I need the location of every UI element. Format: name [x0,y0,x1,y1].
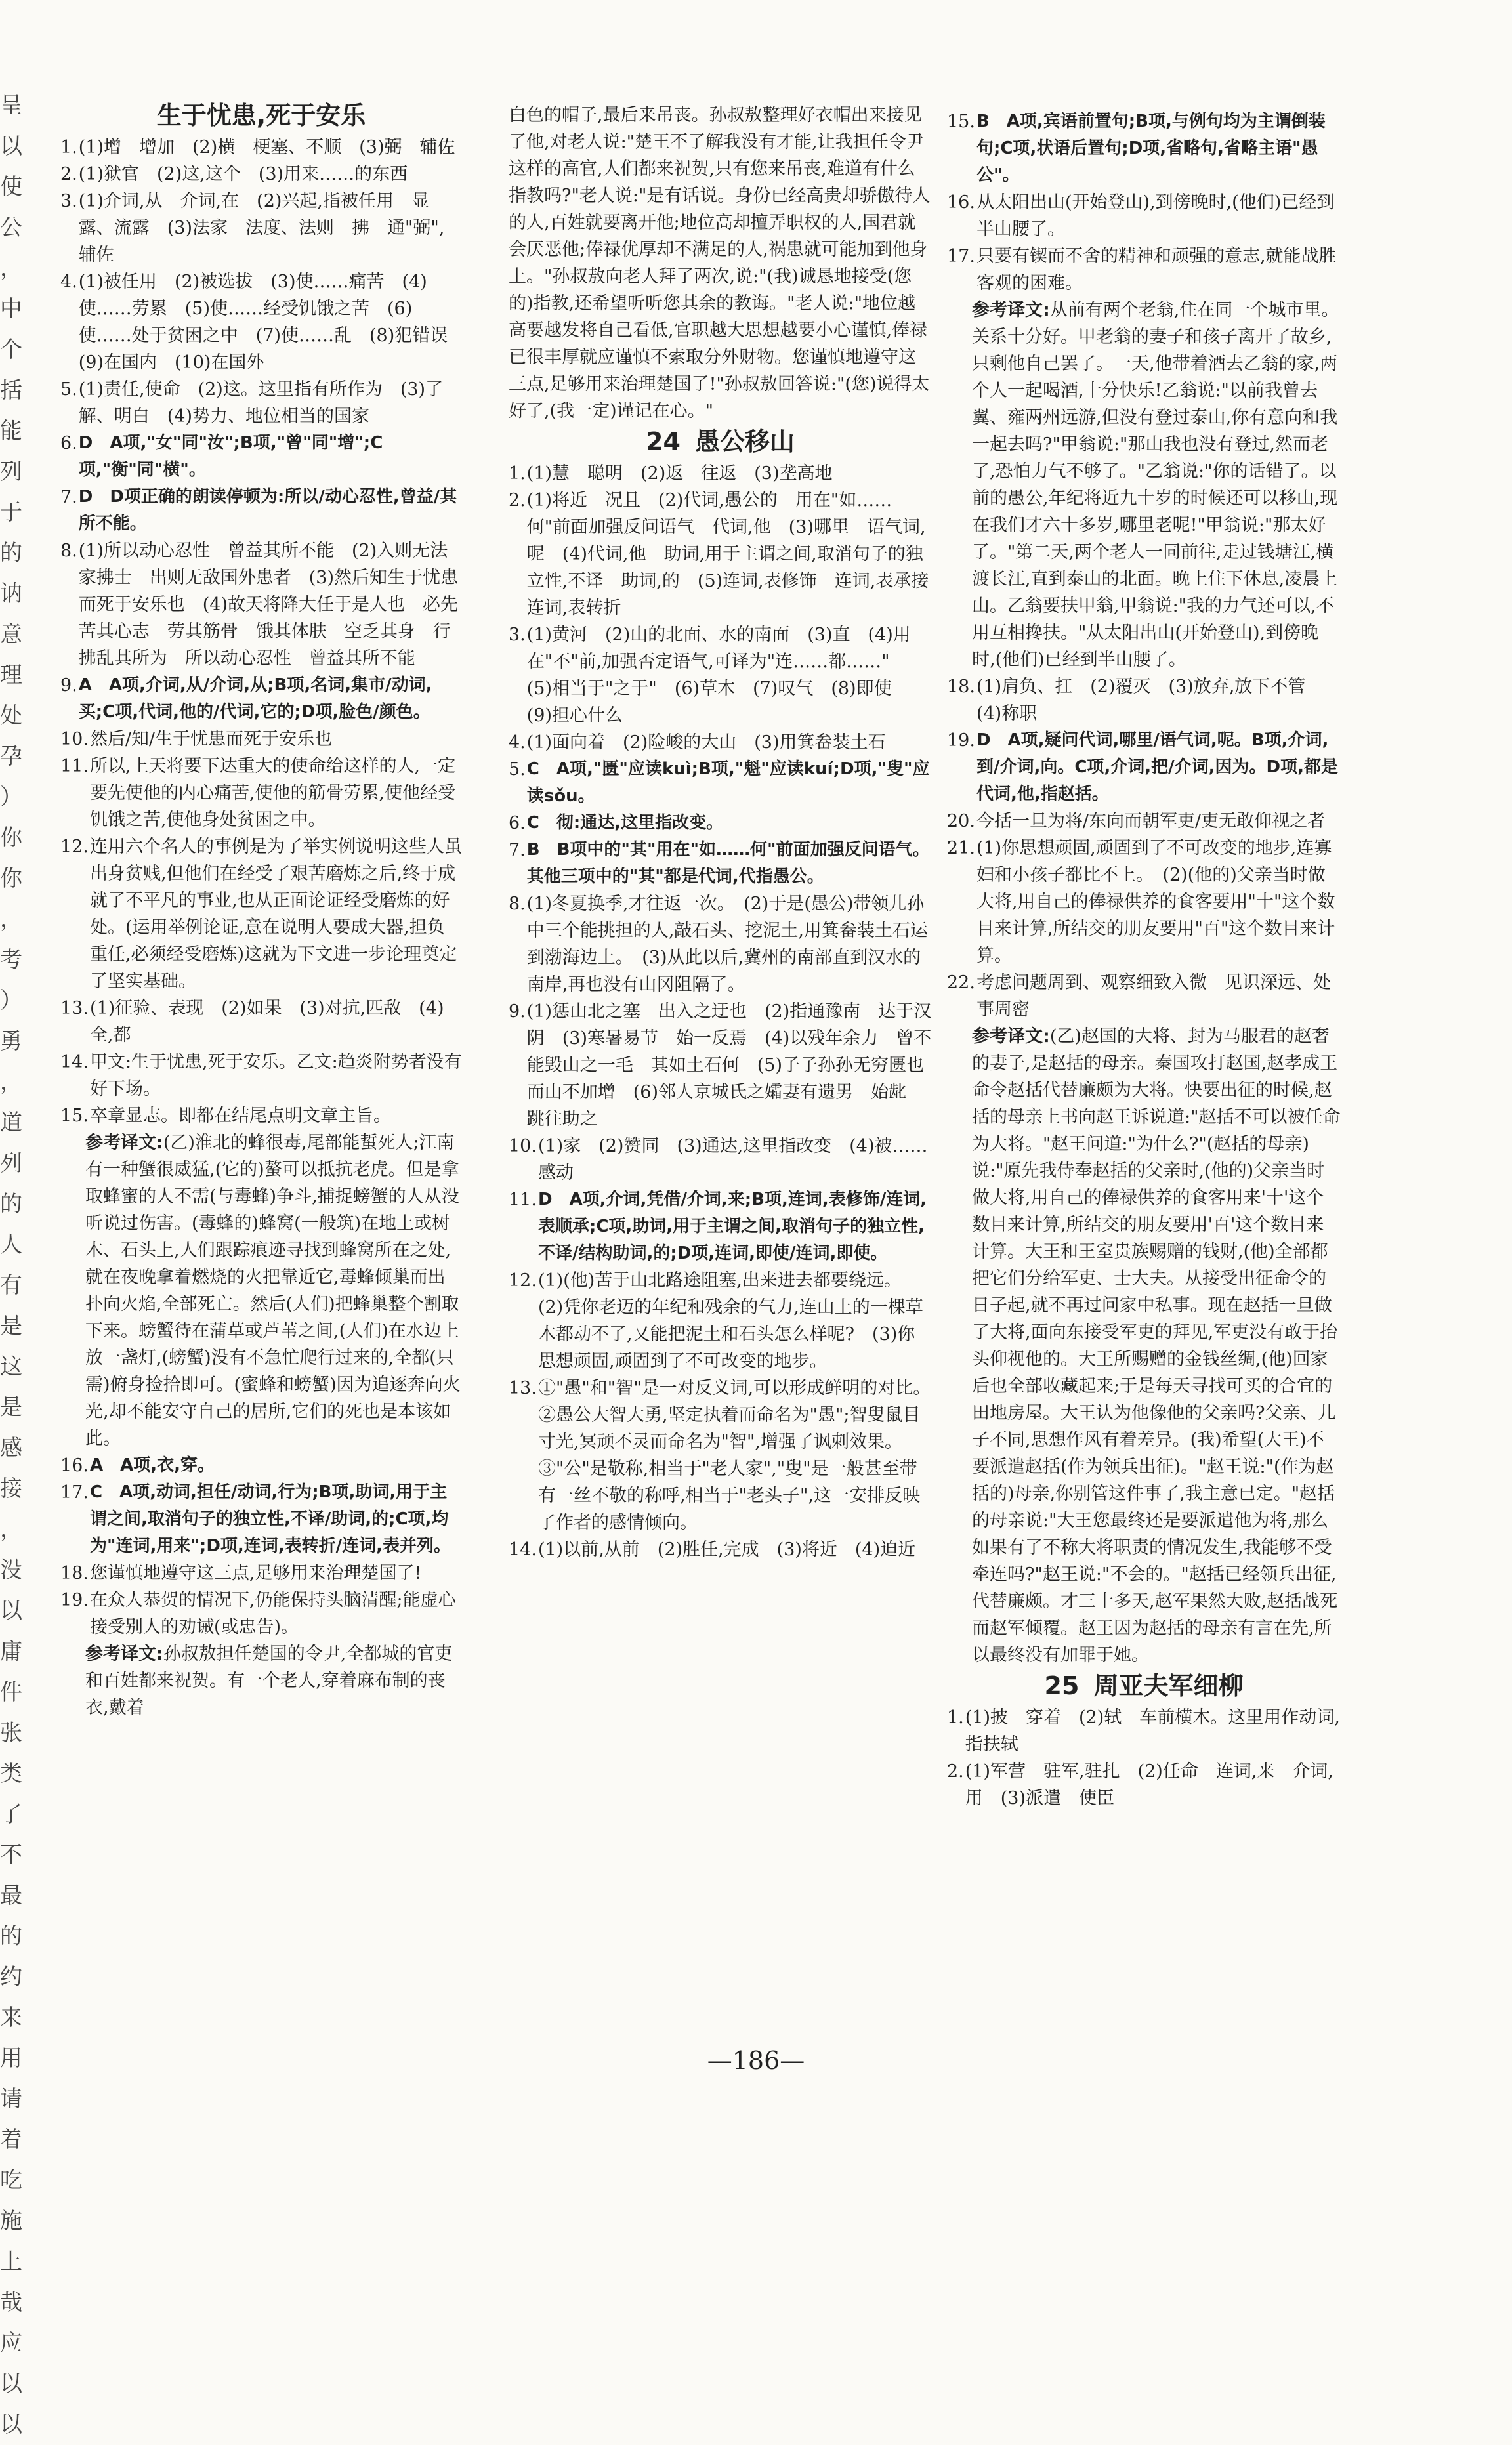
answer-item [60,268,466,376]
margin-fragment: 勇 [0,1028,22,1055]
answer-text: 甲文:生于忧患,死于安乐。乙文:趋炎附势者没有好下场。 [89,1052,462,1099]
margin-fragment: 考 [0,947,22,973]
answer-number: 17. [60,1482,89,1503]
answer-number: 19. [947,730,975,751]
margin-fragment: 了 [0,1801,22,1828]
margin-fragment: 孕 [0,743,22,770]
answer-item [509,1375,932,1536]
answer-text: D A项,疑问代词,哪里/语气词,呢。B项,介词,到/介词,向。C项,介词,把/介词,因为。D项,都是代词,他,指赵括。 [976,730,1338,804]
answer-text: 连用六个名人的事例是为了举实例说明这些人虽出身贫贱,但他们在经受了艰苦磨炼之后,终于成就了不平凡的事业,也从正面论证经受磨炼的好处。(运用举例论证,意在说明人要成大器,担负重任,必须经受磨炼)这就为下文进一步论理奠定了坚实基础。 [89,837,462,992]
answer-text: (1)责任,使命 (2)这。这里指有所作为 (3)了解、明白 (4)势力、地位相当的国家 [78,379,444,427]
margin-fragment: 类 [0,1761,22,1787]
answer-number: 13. [60,998,89,1018]
answer-item [947,727,1341,808]
margin-fragment: 来 [0,2005,22,2031]
answer-number: 1. [60,137,77,157]
translation-continuation: 白色的帽子,最后来吊丧。孙叔敖整理好衣帽出来接见了他,对老人说:"楚王不了解我没有才能,让我担任令尹这样的高官,人们都来祝贺,只有您来吊丧,难道有什么指教吗?"老人说:"是有话说。身份已经高贵却骄傲待人的人,百姓就要离开他;地位高却擅弄职权的人,国君就会厌恶他;俸禄优厚却不满足的人,祸患就可能加到他身上。"孙叔敖向老人拜了两次,说:"(我)诚恳地接受(您的)指教,还希望听听您其余的教诲。"老人说:"地位越高要越发将自己看低,官职越大思想越要小心谨慎,俸禄已很丰厚就应谨慎不索取分外财物。您谨慎地遵守这三点,足够用来治理楚国了!"孙叔敖回答说:"(您)说得太好了,(我一定)谨记在心。" [509,105,931,421]
answer-number: 15. [60,1106,89,1126]
margin-fragment: 庸 [0,1639,22,1665]
margin-fragment: 理 [0,662,22,688]
answer-text: 然后/知/生于忧患而死于安乐也 [89,729,333,749]
answer-text: 考虑问题周到、观察细致入微 见识深远、处事周密 [976,972,1331,1020]
answer-item [947,1704,1341,1758]
page-number: —186— [707,2046,805,2075]
answer-number: 2. [509,490,526,511]
answer-item [509,1133,932,1186]
answer-text: (1)将近 况且 (2)代词,愚公的 用在"如……何"前面加强反问语气 代词,他 (3)哪里 语气词,呢 (4)代词,他 助词,用于主谓之间,取消句子的独立性,不译 助词,的 (5)连词,表修饰 连词,表承接 连词,表转折 [526,490,947,618]
answer-text: B A项,宾语前置句;B项,与例句均为主谓倒装句;C项,状语后置句;D项,省略句,省略主语"愚公"。 [976,112,1326,185]
answer-item [60,161,462,188]
answer-text: (1)增 增加 (2)横 梗塞、不顺 (3)弼 辅佐 [78,137,455,157]
answer-item [947,108,1341,189]
answer-number: 6. [509,813,526,833]
answer-item [60,1479,462,1560]
answer-number: 8. [60,541,77,561]
answer-text: A A项,介词,从/介词,从;B项,名词,集市/动词,买;C项,代词,他的/代词,它的;D项,脸色/颜色。 [78,675,432,722]
answer-item [509,1186,932,1267]
answer-item [60,1452,462,1479]
answer-number: 7. [509,840,526,860]
answer-text: 所以,上天将要下达重大的使命给这样的人,一定要先使他的内心痛苦,使他的筋骨劳累,使他经受饥饿之苦,使他身处贫困之中。 [89,756,456,830]
answer-number: 20. [947,811,975,831]
margin-fragment: 道 [0,1110,22,1136]
margin-fragment: 你 [0,825,22,851]
translation-text: (乙)淮北的蜂很毒,尾部能蜇死人;江南有一种蟹很威猛,(它的)螯可以抵抗老虎。但是拿取蜂蜜的人不需(与毒蜂)争斗,捕捉螃蟹的人从没听说过伤害。(毒蜂的)蜂窝(一般筑)在地上或树木、石头上,人们跟踪痕迹寻找到蜂窝所在之处,就在夜晚拿着燃烧的火把靠近它,毒蜂倾巢而出扑向火焰,全部死亡。然后(人们)把蜂巢整个割取下来。螃蟹待在蒲草或芦苇之间,(人们)在水边上放一盏灯,(螃蟹)没有不急忙爬行过来的,全都(只需)俯身捡拾即可。(蜜蜂和螃蟹)因为追逐奔向火光,却不能安守自己的居所,它们的死也是本该如此。 [85,1133,461,1449]
answer-text: (1)你思想顽固,顽固到了不可改变的地步,连寡妇和小孩子都比不上。 (2)(他的)父亲当时做大将,用自己的俸禄供养的食客要用"十"这个数目来计算,所结交的朋友要用"百"这个数目来计算。 [976,838,1335,966]
answer-item [60,134,462,161]
answer-text: (1)肩负、扛 (2)覆灭 (3)放弃,放下不管 (4)称职 [976,677,1324,724]
answer-item [60,726,462,753]
margin-fragment: 处 [0,703,22,729]
answer-item [60,1560,462,1587]
answer-item [947,673,1341,727]
margin-fragment: 能 [0,418,22,444]
margin-fragment: 有 [0,1272,22,1299]
column-3 [947,108,1341,2031]
answer-number: 5. [509,759,526,780]
answer-item [60,995,462,1049]
answer-number: 2. [60,164,77,184]
column-1 [60,98,466,2021]
margin-fragment: 最 [0,1883,22,1909]
answer-number: 11. [509,1190,537,1210]
answer-number: 16. [60,1455,89,1476]
answer-text: (1)慧 聪明 (2)返 往返 (3)垄高地 [526,463,833,484]
answer-number: 3. [509,625,526,645]
answer-text: (1)征验、表现 (2)如果 (3)对抗,匹敌 (4)全,都 [89,998,444,1045]
answer-number: 13. [509,1378,537,1398]
answer-item [947,835,1341,969]
answer-number: 15. [947,112,975,132]
margin-fragment: 列 [0,459,22,485]
lesson-number: 24 [646,427,681,456]
margin-fragment: 是 [0,1313,22,1339]
margin-fragment: 的 [0,1923,22,1950]
margin-fragment: 以 [0,2371,22,2397]
margin-fragment: 呈 [0,93,22,119]
column-2 [509,102,947,2024]
answer-item [947,808,1341,835]
answer-item [509,837,932,890]
answer-text: C A项,"匮"应读kuì;B项,"魁"应读kuí;D项,"叟"应读sǒu。 [526,759,930,806]
margin-fragment: 中 [0,296,22,322]
translation-text: 孙叔敖担任楚国的令尹,全都城的官吏和百姓都来祝贺。有一个老人,穿着麻布制的丧衣,戴着 [85,1644,453,1718]
margin-fragment: 哉 [0,2289,22,2316]
reference-translation [60,1640,462,1721]
margin-fragment: 以 [0,2412,22,2438]
section-title-text: 愚公移山 [694,427,795,456]
answer-number: 9. [509,1001,526,1022]
section-title-zhouyafu [947,1669,1341,1703]
margin-fragment: 请 [0,2086,22,2112]
answer-text: (1)所以动心忍性 曾益其所不能 (2)入则无法家拂士 出则无敌国外患者 (3)然后知生于忧患而死于安乐也 (4)故天将降大任于是人也 必先苦其心志 劳其筋骨 饿其体肤 空乏其身 行拂乱其所为 所以动心忍性 曾益其所不能 [78,541,459,669]
answer-number: 10. [509,1136,537,1156]
margin-fragment: ） [0,784,22,810]
answer-item [509,890,932,998]
answer-text: (1)披 穿着 (2)轼 车前横木。这里用作动词,指扶轼 [965,1707,1340,1755]
answer-text: C 彻:通达,这里指改变。 [526,813,724,833]
margin-fragment: 人 [0,1232,22,1258]
answer-number: 4. [60,272,77,292]
left-margin-fragments [0,85,26,2438]
answer-text: (1)以前,从前 (2)胜任,完成 (3)将近 (4)迫近 [537,1539,916,1560]
answer-item [947,243,1341,297]
answer-text: ①"愚"和"智"是一对反义词,可以形成鲜明的对比。②愚公大智大勇,坚定执着而命名为"愚";智叟鼠目寸光,冥顽不灵而命名为"智",增强了讽刺效果。③"公"是敬称,相当于"老人家","叟"是一般甚至带有一丝不敬的称呼,相当于"老头子",这一安排反映了作者的感情倾向。 [537,1378,931,1533]
answer-text: A A项,衣,穿。 [89,1455,215,1475]
answer-number: 11. [60,756,89,776]
answer-text: (1)惩山北之塞 出入之迂也 (2)指通豫南 达于汉阴 (3)寒暑易节 始一反焉 (4)以残年余力 曾不能毁山之一毛 其如土石何 (5)子子孙孙无穷匮也 而山不加增 (6)邻人京城氏之孀妻有遗男 始龀 跳往助之 [526,1001,942,1129]
margin-fragment: 施 [0,2208,22,2234]
margin-fragment: 着 [0,2127,22,2153]
answer-item [509,756,932,810]
translation-label: 参考译文: [85,1133,163,1153]
margin-fragment: 的 [0,1191,22,1217]
margin-fragment: ， [0,1516,22,1543]
margin-fragment: 意 [0,621,22,648]
answer-item [60,188,462,268]
section-title-text: 周亚夫军细柳 [1093,1671,1244,1700]
margin-fragment: 列 [0,1150,22,1177]
answer-text: 您谨慎地遵守这三点,足够用来治理楚国了! [89,1563,422,1583]
answer-text: B B项中的"其"用在"如……何"前面加强反问语气。其他三项中的"其"都是代词,代指愚公。 [526,840,930,887]
answer-item [509,729,932,756]
answer-number: 1. [947,1707,964,1728]
margin-fragment: 没 [0,1557,22,1583]
margin-fragment: 个 [0,337,22,363]
answer-text: 今括一旦为将/东向而朝军吏/吏无敢仰视之者 [976,811,1326,831]
answer-number: 3. [60,191,77,211]
answer-number: 17. [947,246,975,266]
answer-number: 2. [947,1761,964,1782]
answer-number: 12. [60,837,89,857]
section-title-text: 生于忧患,死于安乐 [156,101,366,130]
margin-fragment: ， [0,255,22,282]
answer-text: (1)(他)苦于山北路途阻塞,出来进去都要绕远。 (2)凭你老迈的年纪和残余的气力,连山上的一棵草木都动不了,又能把泥土和石头怎么样呢? (3)你思想顽固,顽固到了不可改变的地步。 [537,1270,923,1371]
answer-text: (1)家 (2)赞同 (3)通达,这里指改变 (4)被……感动 [537,1136,928,1183]
margin-fragment: 是 [0,1394,22,1421]
answer-item [60,753,462,833]
margin-fragment: ） [0,988,22,1014]
answer-number: 9. [60,675,77,696]
answer-text: (1)冬夏换季,才往返一次。 (2)于是(愚公)带领儿孙中三个能挑担的人,敲石头、挖泥土,用箕畚装土石运到渤海边上。 (3)从此以后,冀州的南部直到汉水的南岸,再也没有山冈阻隔了。 [526,894,928,995]
reference-translation [947,297,1341,673]
answer-text: (1)面向着 (2)险峻的大山 (3)用箕畚装土石 [526,732,886,753]
margin-fragment: 以 [0,1598,22,1624]
answer-item [509,998,942,1133]
margin-fragment: 件 [0,1679,22,1705]
answer-item [60,1587,462,1640]
margin-fragment: 以 [0,133,22,159]
answer-number: 22. [947,972,975,993]
margin-fragment: 应 [0,2330,22,2356]
answer-text: 在众人恭贺的情况下,仍能保持头脑清醒;能虚心接受别人的劝诫(或忠告)。 [89,1590,456,1637]
answer-text: 从太阳出山(开始登山),到傍晚时,(他们)已经到半山腰了。 [976,192,1335,240]
answer-item [60,537,462,672]
margin-fragment: 的 [0,540,22,566]
answer-number: 16. [947,192,975,213]
answer-number: 7. [60,487,77,507]
answer-item [60,430,462,484]
margin-fragment: ， [0,906,22,932]
answer-item [947,189,1341,243]
answer-number: 8. [509,894,526,914]
answer-number: 18. [947,677,975,697]
answer-item [947,1758,1341,1812]
translation-label: 参考译文: [972,1026,1050,1047]
margin-fragment: 括 [0,377,22,404]
margin-fragment: 张 [0,1720,22,1746]
section-title-shengyu [60,98,462,133]
answer-item [60,376,462,430]
answer-number: 21. [947,838,975,858]
answer-text: 卒章显志。即都在结尾点明文章主旨。 [89,1106,391,1126]
answer-number: 1. [509,463,526,484]
answer-text: (1)黄河 (2)山的北面、水的南面 (3)直 (4)用在"不"前,加强否定语气,可译为"连……都……" (5)相当于"之于" (6)草木 (7)叹气 (8)即使 (9)担心什么 [526,625,911,726]
answer-item [509,487,947,621]
answer-item [60,1049,462,1102]
answer-item [60,833,462,995]
reference-translation [60,1129,462,1452]
answer-item [509,621,932,729]
answer-text: (1)介词,从 介词,在 (2)兴起,指被任用 显露、流露 (3)法家 法度、法则 拂 通"弼",辅佐 [78,191,445,265]
answer-number: 14. [509,1539,537,1560]
answer-item [509,810,932,837]
margin-fragment: 公 [0,215,22,241]
margin-fragment: 约 [0,1964,22,1990]
margin-fragment: 接 [0,1476,22,1502]
lesson-number: 25 [1044,1671,1080,1700]
margin-fragment: 吃 [0,2167,22,2194]
reference-translation [947,1023,1341,1669]
margin-fragment: 你 [0,866,22,892]
answer-number: 14. [60,1052,89,1072]
margin-fragment: 使 [0,174,22,200]
answer-number: 12. [509,1270,537,1291]
margin-fragment: 上 [0,2249,22,2275]
answer-text: D D项正确的朗读停顿为:所以/动心忍性,曾益/其所不能。 [78,487,457,533]
answer-text: D A项,"女"同"汝";B项,"曾"同"增";C项,"衡"同"横"。 [78,433,383,480]
answer-item [60,672,462,726]
translation-label: 参考译文: [85,1644,163,1664]
answer-number: 18. [60,1563,89,1583]
answer-text: (1)狱官 (2)这,这个 (3)用来……的东西 [78,164,408,184]
translation-label: 参考译文: [972,300,1050,320]
margin-fragment: 感 [0,1435,22,1461]
answer-text: C A项,动词,担任/动词,行为;B项,助词,用于主谓之间,取消句子的独立性,不译/助词,的;C项,均为"连词,用来";D项,连词,表转折/连词,表并列。 [89,1482,452,1556]
answer-text: D A项,介词,凭借/介词,来;B项,连词,表修饰/连词,表顺承;C项,助词,用于主谓之间,取消句子的独立性,不译/结构助词,的;D项,连词,即使/连词,即使。 [537,1190,927,1263]
translation-text: (乙)赵国的大将、封为马服君的赵奢的妻子,是赵括的母亲。秦国攻打赵国,赵孝成王命令赵括代替廉颇为大将。快要出征的时候,赵括的母亲上书向赵王诉说道:"赵括不可以被任命为大将。"赵王问道:"为什么?"(赵括的母亲)说:"原先我侍奉赵括的父亲时,(他的)父亲当时做大将,用自己的俸禄供养的食客用来'十'这个数目来计算,所结交的朋友要用'百'这个数目来计算。大王和王室贵族赐赠的钱财,(他)全部都把它们分给军吏、士大夫。从接受出征命令的日子起,就不再过问家中私事。现在赵括一旦做了大将,面向东接受军吏的拜见,军吏没有敢于抬头仰视他的。大王所赐赠的金钱丝绸,(他)回家后也全部收藏起来;于是每天寻找可买的合宜的田地房屋。大王认为他像他的父亲吗?父亲、儿子不同,思想作风有着差异。(我)希望(大王)不要派遣赵括(作为领兵出征)。"赵王说:"(作为赵括的)母亲,你别管这件事了,我主意已定。"赵括的母亲说:"大王您最终还是要派遣他为将,那么如果有了不称大将职责的情况发生,我能够不受牵连吗?"赵王说:"不会的。"赵括已经领兵出征,代替廉颇。才三十多天,赵军果然大败,赵括战死而赵军倾覆。赵王因为赵括的母亲有言在先,所以最终没有加罪于她。 [972,1026,1341,1665]
margin-fragment: 讷 [0,581,22,607]
answer-number: 5. [60,379,77,400]
section-title-yugong [509,425,932,459]
answer-item [509,1536,932,1563]
margin-fragment: 于 [0,499,22,526]
answer-item [60,1102,462,1129]
margin-fragment: 用 [0,2045,22,2072]
margin-fragment: ， [0,1069,22,1095]
translation-text: 从前有两个老翁,住在同一个城市里。关系十分好。甲老翁的妻子和孩子离开了故乡,只剩他自己罢了。一天,他带着酒去乙翁的家,两个人一起喝酒,十分快乐!乙翁说:"以前我曾去翼、雍两州远游,但没有登过泰山,你有意向和我一起去吗?"甲翁说:"那山我也没有登过,然而老了,恐怕力气不够了。"乙翁说:"你的话错了。以前的愚公,年纪将近九十岁的时候还可以移山,现在我们才六十多岁,哪里老呢!"甲翁说:"那太好了。"第二天,两个老人一同前往,走过钱塘江,横渡长江,直到泰山的北面。晚上住下休息,凌晨上山。乙翁要扶甲翁,甲翁说:"我的力气还可以,不用互相搀扶。"从太阳出山(开始登山),到傍晚时,(他们)已经到半山腰了。 [972,300,1339,670]
answer-number: 4. [509,732,526,753]
answer-item [509,1267,932,1375]
margin-fragment: 这 [0,1354,22,1380]
answer-number: 19. [60,1590,89,1610]
answer-item [947,969,1341,1023]
answer-item [60,484,462,537]
answer-text: (1)被任用 (2)被选拔 (3)使……痛苦 (4)使……劳累 (5)使……经受饥饿之苦 (6)使……处于贫困之中 (7)使……乱 (8)犯错误 (9)在国内 (10)在国外 [78,272,466,373]
answer-text: 只要有锲而不舍的精神和顽强的意志,就能战胜客观的困难。 [976,246,1337,293]
margin-fragment: 不 [0,1842,22,1868]
answer-number: 6. [60,433,77,453]
answer-text: (1)军营 驻军,驻扎 (2)任命 连词,来 介词,用 (3)派遣 使臣 [965,1761,1334,1808]
answer-number: 10. [60,729,89,749]
answer-item [509,460,932,487]
